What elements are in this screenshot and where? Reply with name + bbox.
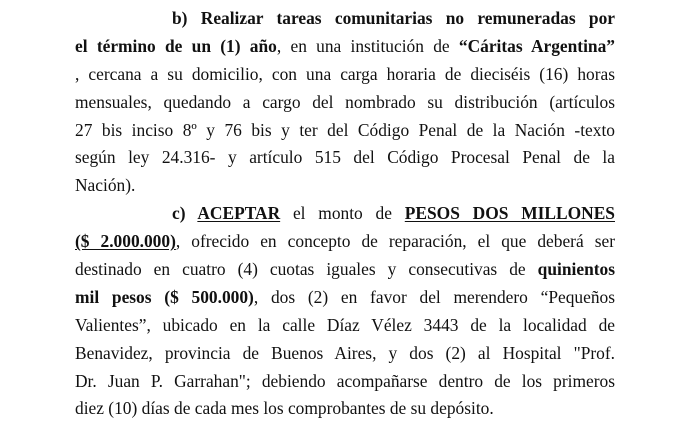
paragraph-c-line-8: diez (10) días de cada mes los comprobantes de su depósito. — [75, 398, 494, 419]
paragraph-c-line-6: Benavidez, provincia de Buenos Aires, y dos (2) al Hospital "Prof. — [75, 342, 615, 363]
paragraph-b-line-4: mensuales, quedando a cargo del nombrado su distribución (artículos — [75, 91, 615, 112]
paragraph-c-line-4 — [75, 284, 615, 312]
document-page — [75, 0, 615, 423]
paragraph-c-line-7: Dr. Juan P. Garrahan"; debiendo acompañarse dentro de los primeros — [75, 370, 615, 391]
paragraph-b-line-1 — [75, 5, 615, 33]
paragraph-b-heading: b) Realizar tareas comunitarias no remuneradas por — [172, 8, 615, 28]
paragraph-b-line-6: según ley 24.316- y artículo 515 del Código Procesal Penal de la — [75, 147, 615, 168]
text-fragment: el monto de — [280, 203, 405, 224]
text-fragment: destinado en cuatro (4) cuotas iguales y consecutivas de — [75, 259, 538, 280]
paragraph-c-line-3 — [75, 256, 615, 284]
accept-keyword: ACEPTAR — [197, 203, 281, 224]
text-fragment: , ofrecido en concepto de reparación, el que deberá ser — [175, 231, 615, 252]
paragraph-c-label: c) — [172, 203, 198, 224]
installment-amount: mil pesos ($ 500.000) — [75, 286, 254, 307]
amount-words: PESOS DOS MILLONES — [404, 203, 615, 224]
paragraph-b-line-5: 27 bis inciso 8º y 76 bis y ter del Código Penal de la Nación -texto — [75, 119, 615, 140]
paragraph-c-line-2 — [75, 228, 615, 256]
term-duration: el término de un (1) año — [75, 35, 277, 56]
text-fragment: , en una institución de — [276, 35, 459, 56]
installment-words: quinientos — [537, 259, 615, 280]
paragraph-c — [75, 200, 615, 423]
amount-number: ($ 2.000.000) — [75, 231, 176, 252]
text-fragment: , dos (2) en favor del merendero “Pequeños — [253, 286, 615, 307]
paragraph-c-line-1 — [75, 200, 615, 228]
paragraph-b — [75, 0, 615, 200]
institution-name: “Cáritas Argentina” — [458, 35, 615, 56]
paragraph-b-line-2 — [75, 33, 615, 61]
paragraph-b-line-7: Nación). — [75, 175, 136, 196]
paragraph-b-line-3: , cercana a su domicilio, con una carga horaria de dieciséis (16) horas — [75, 63, 615, 84]
paragraph-c-line-5: Valientes”, ubicado en la calle Díaz Vélez 3443 de la localidad de — [75, 314, 615, 335]
